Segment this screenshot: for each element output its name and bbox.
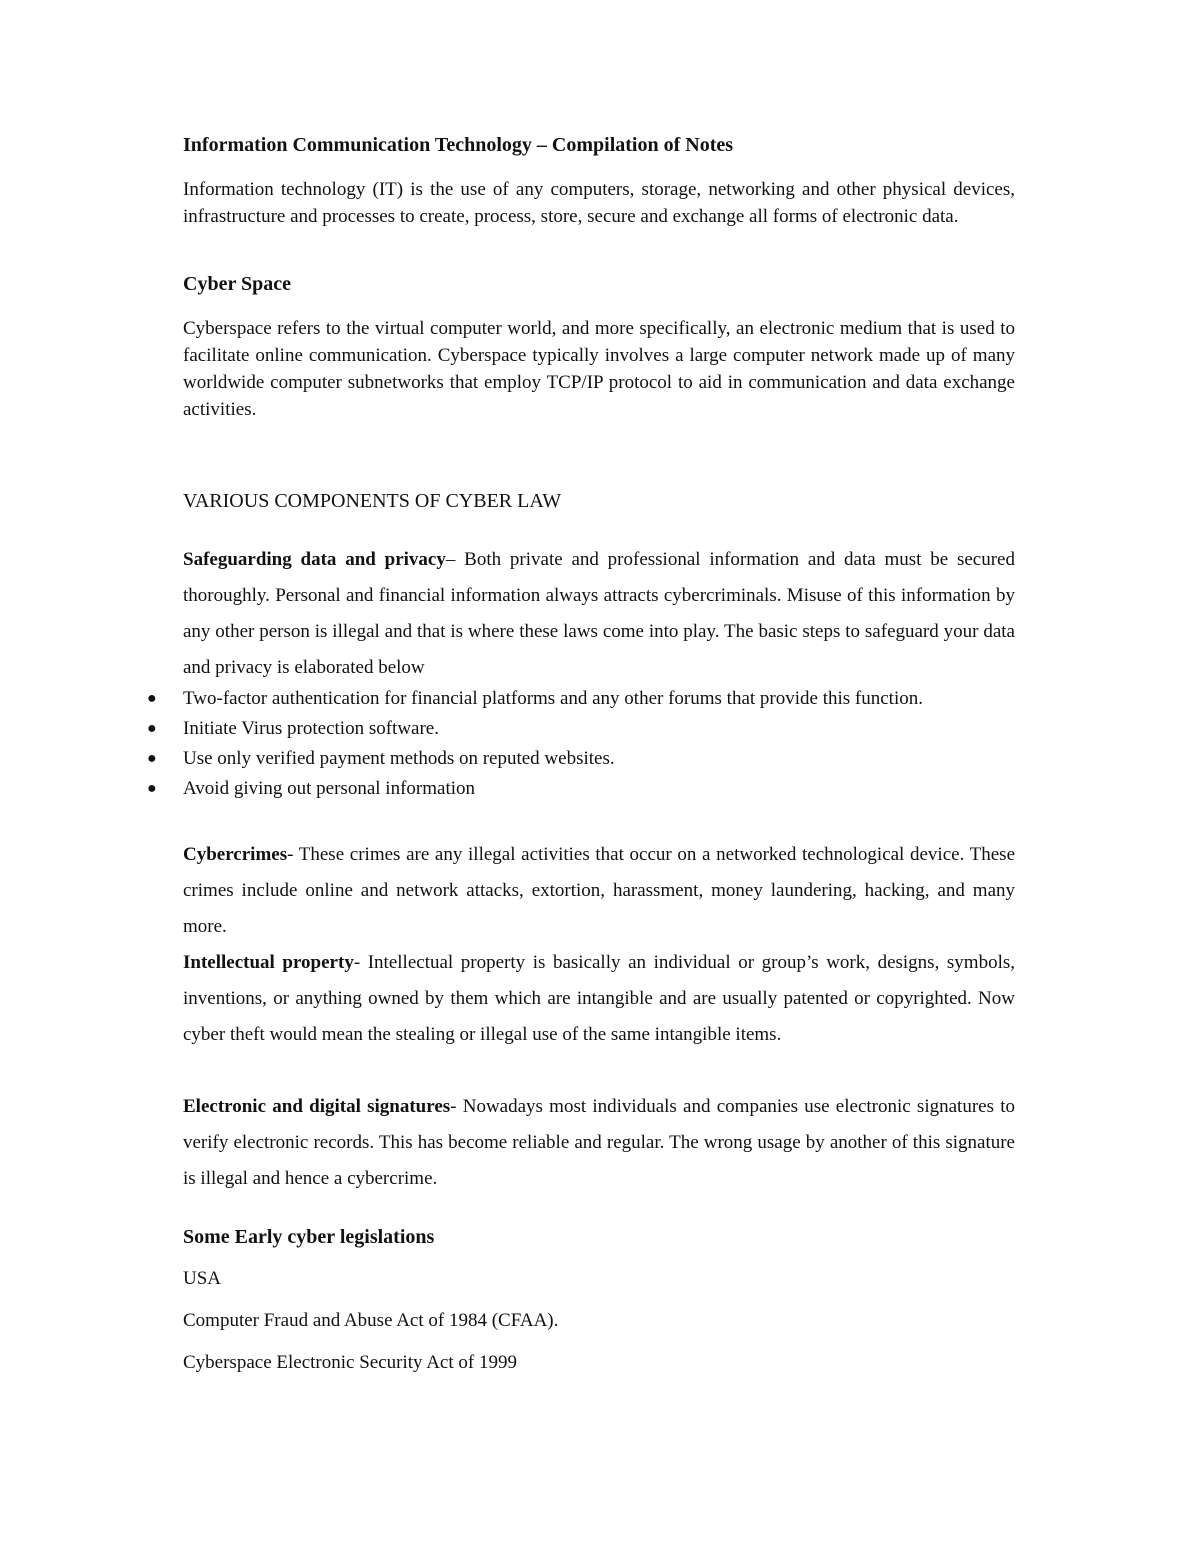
- list-item: [147, 715, 1015, 742]
- privacy-term: Safeguarding data and privacy: [183, 549, 446, 570]
- cybercrimes-sep: -: [287, 844, 299, 865]
- cyber-space-paragraph: Cyberspace refers to the virtual computer world, and more specifically, an electronic medium that is used to facilitate online communication. Cyberspace typically involves a large computer network made up of many worldwide computer subnetworks that employ TCP/IP protocol to aid in communication and data exchange activities.: [183, 318, 1015, 420]
- intro-paragraph: Information technology (IT) is the use of any computers, storage, networking and other physical devices, infrastructure and processes to create, process, store, secure and exchange all forms of electronic data.: [183, 179, 1015, 227]
- document-title: Information Communication Technology – Compilation of Notes: [183, 134, 734, 156]
- cybercrimes-term: Cybercrimes: [183, 844, 288, 865]
- bullet-icon: ●: [147, 750, 157, 767]
- intellectual-property-text: Intellectual property is basically an individual or group’s work, designs, symbols, inventions, or anything owned by them which are intangible and are usually patented or copyrighted. Now cyber theft would mean the stealing or illegal use of the same intangible items.: [183, 952, 1015, 1045]
- country-label: USA: [183, 1268, 222, 1289]
- components-heading: VARIOUS COMPONENTS OF CYBER LAW: [183, 490, 562, 512]
- list-item: [147, 685, 1015, 712]
- list-item-text: Two-factor authentication for financial platforms and any other forums that provide this function.: [183, 688, 923, 709]
- signatures-sep: -: [450, 1096, 463, 1117]
- bullet-icon: ●: [147, 720, 157, 737]
- early-legislations-heading: Some Early cyber legislations: [183, 1226, 435, 1248]
- privacy-steps-list: [147, 685, 1015, 805]
- privacy-text: Both private and professional information and data must be secured thoroughly. Personal and financial information always attracts cybercriminals. Misuse of this information by any other person is illegal and that is where these laws come into play. The basic steps to safeguard your data and privacy is elaborated below: [183, 549, 1015, 678]
- list-item-text: Initiate Virus protection software.: [183, 718, 439, 739]
- list-item-text: Use only verified payment methods on reputed websites.: [183, 748, 615, 769]
- signatures-term: Electronic and digital signatures: [183, 1096, 451, 1117]
- privacy-sep: –: [445, 549, 465, 570]
- list-item: [147, 745, 1015, 772]
- act-item: Cyberspace Electronic Security Act of 1999: [183, 1352, 517, 1373]
- act-item: Computer Fraud and Abuse Act of 1984 (CFAA).: [183, 1310, 559, 1331]
- cybercrimes-text: These crimes are any illegal activities that occur on a networked technological device. These crimes include online and network attacks, extortion, harassment, money laundering, hacking, and many more.: [183, 844, 1015, 937]
- intellectual-property-paragraph: [183, 945, 1015, 1053]
- privacy-paragraph: [183, 542, 1015, 686]
- intellectual-property-term: Intellectual property: [183, 952, 354, 973]
- bullet-icon: ●: [147, 690, 157, 707]
- cybercrimes-paragraph: [183, 837, 1015, 945]
- cyber-space-heading: Cyber Space: [183, 273, 291, 295]
- signatures-text: Nowadays most individuals and companies use electronic signatures to verify electronic records. This has become reliable and regular. The wrong usage by another of this signature is illegal and hence a cybercrime.: [183, 1096, 1015, 1189]
- signatures-paragraph: [183, 1089, 1015, 1197]
- list-item: [147, 775, 1015, 802]
- list-item-text: Avoid giving out personal information: [183, 778, 475, 799]
- intellectual-property-sep: -: [353, 952, 368, 973]
- bullet-icon: ●: [147, 780, 157, 797]
